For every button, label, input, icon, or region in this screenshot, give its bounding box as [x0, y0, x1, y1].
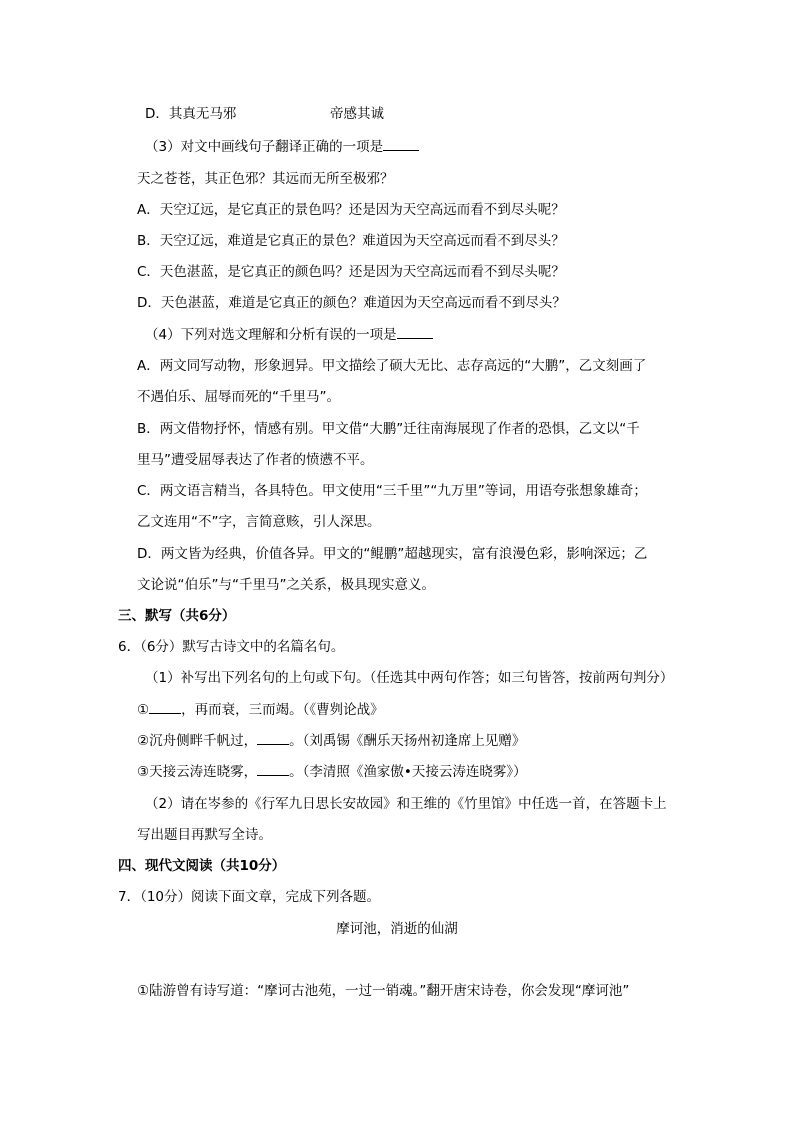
q5-sub4-option-a-line2: 不遇伯乐、屈辱而死的“千里马”。 [137, 389, 340, 405]
q5-sub4-stem [145, 326, 433, 344]
q5-sub4-option-b-line1: B．两文借物抒怀，情感有别。甲文借“大鹏”迁往南海展现了作者的恐惧，乙文以“千 [137, 421, 640, 437]
q5-sub4-option-d-line2: 文论说“伯乐”与“千里马”之关系，极具现实意义。 [137, 577, 435, 593]
answer-blank [397, 326, 433, 339]
article-paragraph-1: ①陆游曾有诗写道：“摩诃古池苑，一过一销魂。”翻开唐宋诗卷，你会发现“摩诃池” [137, 983, 630, 999]
q5-sub4-option-d-line1: D．两文皆为经典，价值各异。甲文的“鲲鹏”超越现实，富有浪漫色彩，影响深远；乙 [137, 546, 648, 562]
q6-stem: 6．（6分）默写古诗文中的名篇名句。 [118, 639, 345, 655]
q6-item3 [137, 763, 527, 781]
answer-blank [383, 138, 419, 151]
answer-blank [149, 701, 181, 714]
q5-option-d-prev-b: 帝感其诚 [330, 106, 384, 122]
q6-item1-suffix: ，再而衰，三而竭。（《曹刿论战》 [181, 702, 384, 718]
q6-item2-suffix: 。（刘禹锡《酬乐天扬州初逢席上见赠》 [289, 733, 526, 749]
q6-item3-prefix: ③天接云涛连晓雾， [137, 764, 258, 780]
q6-item3-suffix: 。（李清照《渔家傲•天接云涛连晓雾》） [289, 764, 527, 780]
q6-sub2-line2: 写出题目再默写全诗。 [137, 827, 272, 843]
q5-sub4-option-a-line1: A．两文同写动物，形象迥异。甲文描绘了硕大无比、志存高远的“大鹏”，乙文刻画了 [137, 358, 647, 374]
section3-heading: 三、默写（共6分） [118, 608, 236, 624]
section4-heading: 四、现代文阅读（共10分） [118, 858, 286, 874]
answer-blank [257, 763, 289, 776]
q5-sub3-option-c: C．天色湛蓝，是它真正的颜色吗？还是因为天空高远而看不到尽头呢？ [137, 264, 565, 280]
q6-sub1: （1）补写出下列名句的上句或下句。（任选其中两句作答；如三句皆答，按前两句判分） [145, 670, 674, 686]
q6-item2-prefix: ②沉舟侧畔千帆过， [137, 733, 258, 749]
q5-sub4-option-b-line2: 里马”遭受屈辱表达了作者的愤懑不平。 [137, 452, 374, 468]
q5-sub3-option-a: A．天空辽远，是它真正的景色吗？还是因为天空高远而看不到尽头呢？ [137, 202, 565, 218]
article-title: 摩诃池，消逝的仙湖 [336, 921, 458, 937]
q5-sub3-option-d: D．天色湛蓝，难道是它真正的颜色？难道因为天空高远而看不到尽头？ [137, 295, 566, 311]
q7-stem: 7．（10分）阅读下面文章，完成下列各题。 [118, 889, 381, 905]
q5-sub4-option-c-line2: 乙文连用“不”字，言简意赅，引人深思。 [137, 514, 381, 530]
q5-sub3-stem-text: （3）对文中画线句子翻译正确的一项是 [145, 139, 384, 155]
q5-sub3-quote: 天之苍苍，其正色邪？其远而无所至极邪？ [137, 171, 394, 187]
q5-sub3-option-b: B．天空辽远，难道是它真正的景色？难道因为天空高远而看不到尽头？ [137, 233, 565, 249]
q6-item1-prefix: ① [137, 702, 150, 718]
q5-sub4-option-c-line1: C．两文语言精当，各具特色。甲文使用“三千里”“九万里”等词，用语夸张想象雄奇； [137, 483, 647, 499]
q5-option-d-prev-a: D．其真无马邪 [145, 106, 237, 122]
q6-item1 [137, 701, 384, 719]
q6-sub2-line1: （2）请在岑参的《行军九日思长安故园》和王维的《竹里馆》中任选一首，在答题卡上 [145, 796, 667, 812]
answer-blank [257, 732, 289, 745]
q5-sub4-stem-text: （4）下列对选文理解和分析有误的一项是 [145, 327, 397, 343]
q6-item2 [137, 732, 525, 750]
q5-sub3-stem [145, 138, 419, 156]
